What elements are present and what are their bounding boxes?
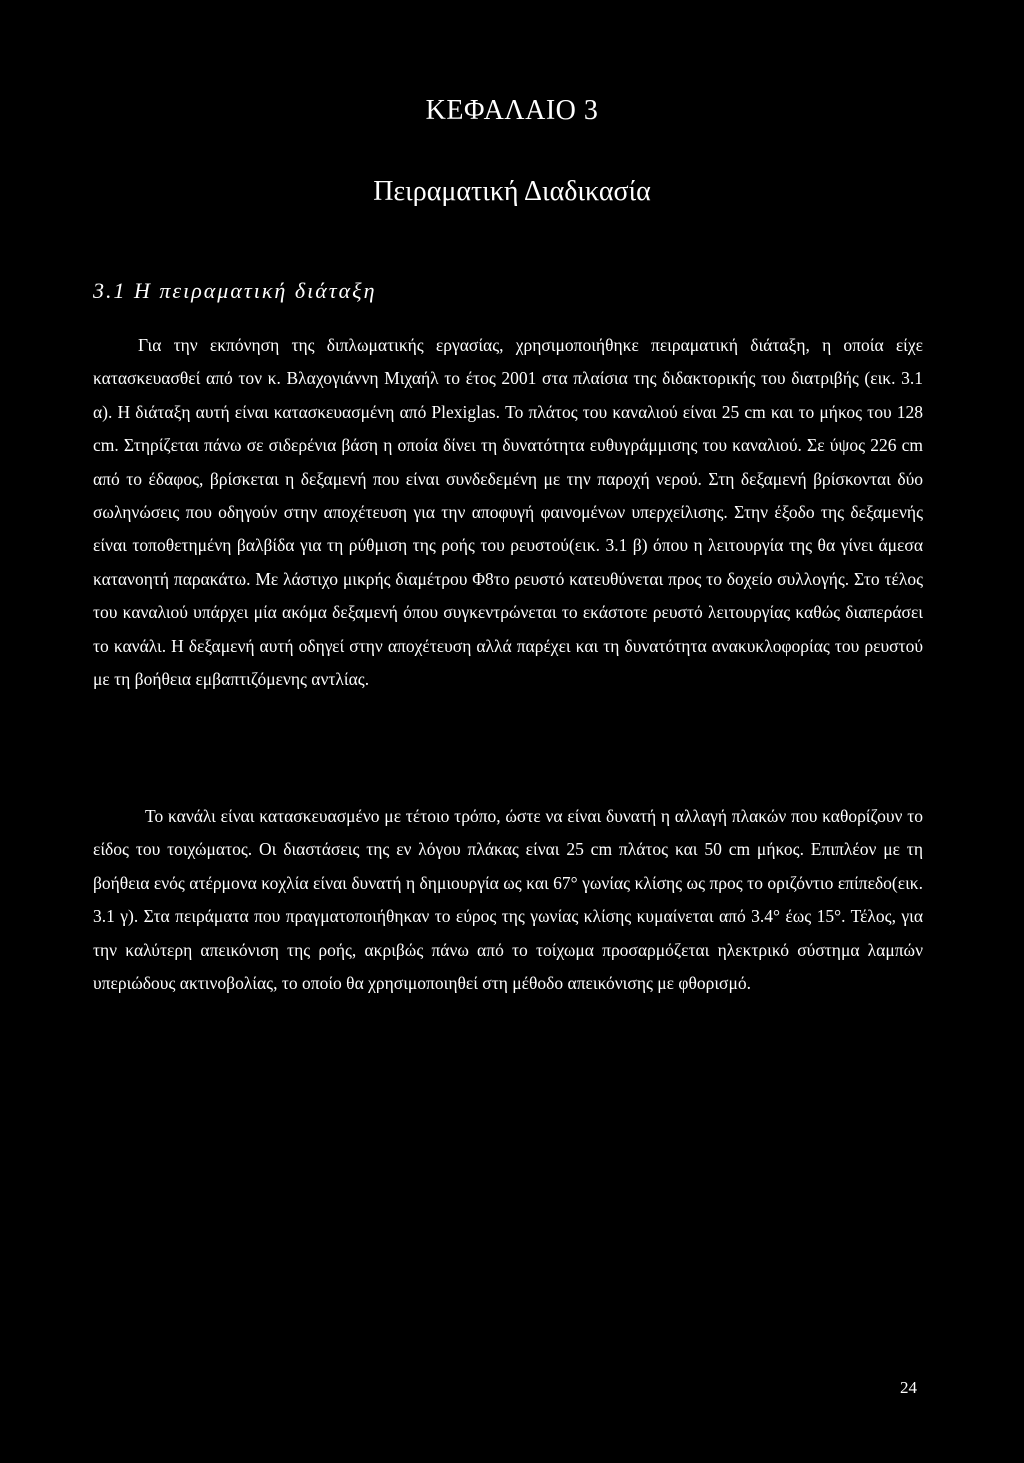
- chapter-heading: ΚΕΦΑΛΑΙΟ 3: [425, 95, 599, 126]
- body-paragraph: Το κανάλι είναι κατασκευασμένο με τέτοιο τρόπο, ώστε να είναι δυνατή η αλλαγή πλακών που καθορίζουν το είδος του τοιχώματος. Οι διαστάσεις της εν λόγου πλάκας είναι 25 cm πλάτος και 50 cm μήκος. Επιπλέον με τη βοήθεια ενός ατέρμονα κοχλία είναι δυνατή η δημιουργία ως και 67° γωνίας κλίσης ως προς το οριζόντιο επίπεδο(εικ. 3.1 γ). Στα πειράματα που πραγματοποιήθηκαν το εύρος της γωνίας κλίσης κυμαίνεται από 3.4° έως 15°. Τέλος, για την καλύτερη απεικόνιση της ροής, ακριβώς πάνω από το τοίχωμα προσαρμόζεται ηλεκτρικό σύστημα λαμπών υπεριώδους ακτινοβολίας, το οποίο θα χρησιμοποιηθεί στη μέθοδο απεικόνισης με φθορισμό.: [93, 806, 923, 994]
- page-number: 24: [900, 1378, 917, 1397]
- body-paragraph: Για την εκπόνηση της διπλωματικής εργασίας, χρησιμοποιήθηκε πειραματική διάταξη, η οποία είχε κατασκευασθεί από τον κ. Βλαχογιάννη Μιχαήλ το έτος 2001 στα πλαίσια της διδακτορικής του διατριβής (εικ. 3.1 α). Η διάταξη αυτή είναι κατασκευασμένη από Plexiglas. Το πλάτος του καναλιού είναι 25 cm και το μήκος του 128 cm. Στηρίζεται πάνω σε σιδερένια βάση η οποία δίνει τη δυνατότητα ευθυγράμμισης του καναλιού. Σε ύψος 226 cm από το έδαφος, βρίσκεται η δεξαμενή που είναι συνδεδεμένη με την παροχή νερού. Στη δεξαμενή βρίσκονται δύο σωληνώσεις που οδηγούν στην αποχέτευση για την αποφυγή φαινομένων υπερχείλισης. Στην έξοδο της δεξαμενής είναι τοποθετημένη βαλβίδα για τη ρύθμιση της ροής του ρευστού(εικ. 3.1 β) όπου η λειτουργία της θα γίνει άμεσα κατανοητή παρακάτω. Με λάστιχο μικρής διαμέτρου Φ8το ρευστό κατευθύνεται προς το δοχείο συλλογής. Στο τέλος του καναλιού υπάρχει μία ακόμα δεξαμενή όπου συγκεντρώνεται το εκάστοτε ρευστό λειτουργίας καθώς διαπεράσει το κανάλι. Η δεξαμενή αυτή οδηγεί στην αποχέτευση αλλά παρέχει και τη δυνατότητα ανακυκλοφορίας του ρευστού με τη βοήθεια εμβαπτιζόμενης αντλίας.: [93, 335, 923, 690]
- section-heading: 3.1 Η πειραματική διάταξη: [93, 278, 377, 303]
- chapter-title: Πειραματική Διαδικασία: [373, 176, 651, 207]
